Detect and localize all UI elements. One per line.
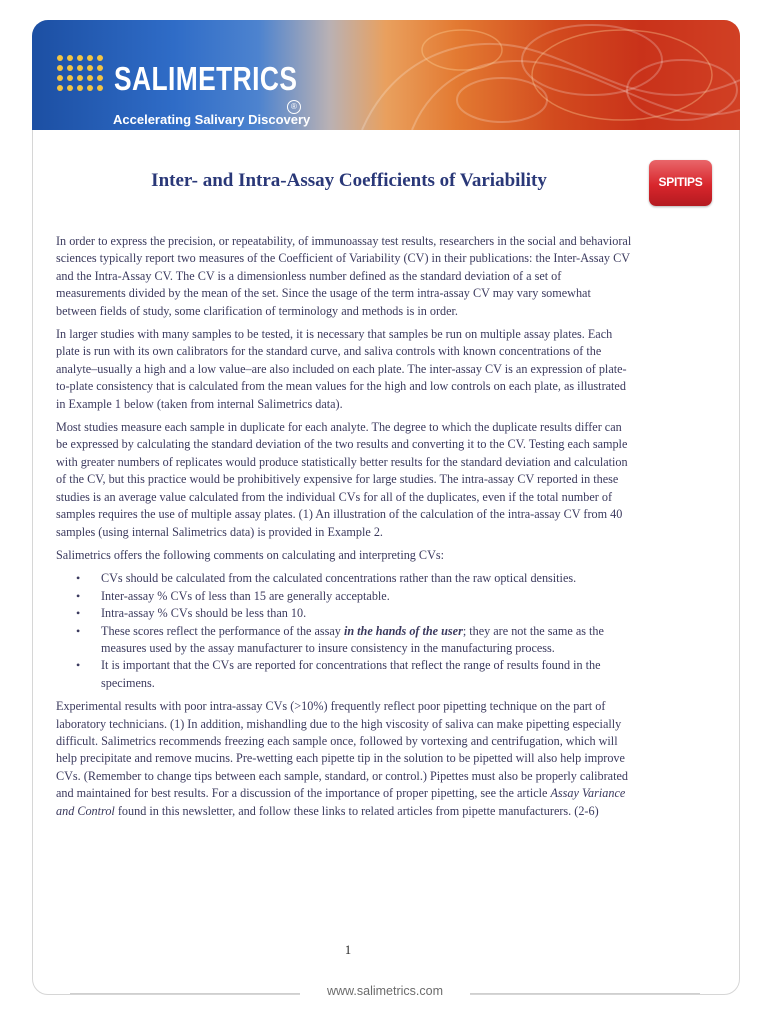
- list-item: [56, 588, 632, 605]
- bullet-icon: •: [76, 571, 81, 586]
- list-item-text: CVs should be calculated from the calculated concentrations rather than the raw optical densities.: [101, 571, 577, 586]
- paragraph-intro: In order to express the precision, or repeatability, of immunoassay test results, researchers in the social and behavioral sciences typically report two measures of the Coefficient of Variability (CV) in their publications: the Inter-Assay CV and the Intra-Assay CV. The CV is a dimensionless number defined as the standard deviation of a set of measurements divided by the mean of the set. Since the usage of the term intra-assay CV may vary somewhat between fields of study, some clarification of terminology and methods is in order.: [56, 234, 632, 318]
- comments-list: [56, 570, 632, 692]
- logo-dots-icon: [54, 52, 104, 96]
- paragraph-inter-assay: In larger studies with many samples to be tested, it is necessary that samples be run on multiple assay plates. Each plate is run with its own calibrators for the standard curve, and saliva controls with known concentrations of the analyte–usually a high and a low value–are also included on each plate. The inter-assay CV is an expression of plate-to-plate consistency that is calculated from the mean values for the high and low controls on each plate, as illustrated in Example 1 below (taken from internal Salimetrics data).: [56, 327, 627, 411]
- list-item-text: Intra-assay % CVs should be less than 10.: [101, 606, 307, 621]
- tagline: Accelerating Salivary Discovery: [113, 112, 311, 127]
- bullet-icon: •: [76, 588, 81, 603]
- list-item-text: It is important that the CVs are reported for concentrations that reflect the range of results found in the specimens.: [101, 658, 601, 690]
- page-number: 1: [344, 943, 352, 957]
- footer-url: www.salimetrics.com: [300, 984, 470, 998]
- paragraph-text: Experimental results with poor intra-assay CVs (>10%) frequently reflect poor pipetting technique on the part of laboratory technicians. (1) In addition, mishandling due to the high viscosity of saliva can make pipetting especially difficult. Salimetrics recommends freezing each sample once, followed by vortexing and centrifugation, which will help precipitate and remove mucins. Pre-wetting each pipette tip in the solution to be pipetted will also help improve CVs. (Remember to change tips between each sample, standard, or control.) Pipettes must also be properly calibrated and maintained for best results. For a discussion of the importance of proper pipetting, see the article: [56, 699, 628, 801]
- list-item: [56, 657, 632, 692]
- article-reference: Assay Variance and Control: [56, 786, 626, 818]
- registered-mark: ®: [287, 100, 301, 114]
- article-body: [56, 233, 632, 826]
- list-item-text: These scores reflect the performance of the assay: [101, 623, 344, 638]
- header-banner: [32, 20, 740, 130]
- badge-label: SPITIPS: [658, 175, 703, 189]
- list-item: [56, 605, 632, 622]
- emphasis-text: in the hands of the user: [343, 623, 463, 638]
- list-item-text: Inter-assay % CVs of less than 15 are generally acceptable.: [101, 588, 390, 603]
- paragraph-text: found in this newsletter, and follow these links to related articles from pipette manufacturers. (2-6): [114, 803, 599, 818]
- list-item-text: ; they are not the same as the measures used by the assay manufacturer to insure consistency in the manufacturing process.: [101, 623, 604, 655]
- bullet-icon: •: [76, 658, 81, 673]
- logo-wordmark: SALIMETRICS: [114, 60, 298, 97]
- list-item: [56, 623, 632, 658]
- paragraph-pipetting: [56, 698, 632, 820]
- bullet-icon: •: [76, 606, 81, 621]
- footer-rule-left: [70, 993, 300, 994]
- paragraph-intra-assay: Most studies measure each sample in duplicate for each analyte. The degree to which the duplicate results differ can be expressed by calculating the standard deviation of the two results and converting it to the CV. Testing each sample with greater numbers of replicates would produce statistically better results for the standard deviation and calculation of the CV, but this practice would be prohibitively expensive for large studies. The intra-assay CV reported in these studies is an average value calculated from the individual CVs for all of the duplicates, even if the total number of samples requires the use of multiple assay plates. (1) An illustration of the calculation of the intra-assay CV from 40 samples (using internal Salimetrics data) is provided in Example 2.: [56, 420, 628, 539]
- footer-rule-right: [470, 993, 700, 994]
- list-item: [56, 570, 632, 587]
- paragraph-comments-intro: Salimetrics offers the following comments on calculating and interpreting CVs:: [56, 547, 444, 562]
- bullet-icon: •: [76, 623, 81, 638]
- document-title: Inter- and Intra-Assay Coefficients of Variability: [151, 170, 547, 191]
- spitips-badge: [649, 160, 712, 206]
